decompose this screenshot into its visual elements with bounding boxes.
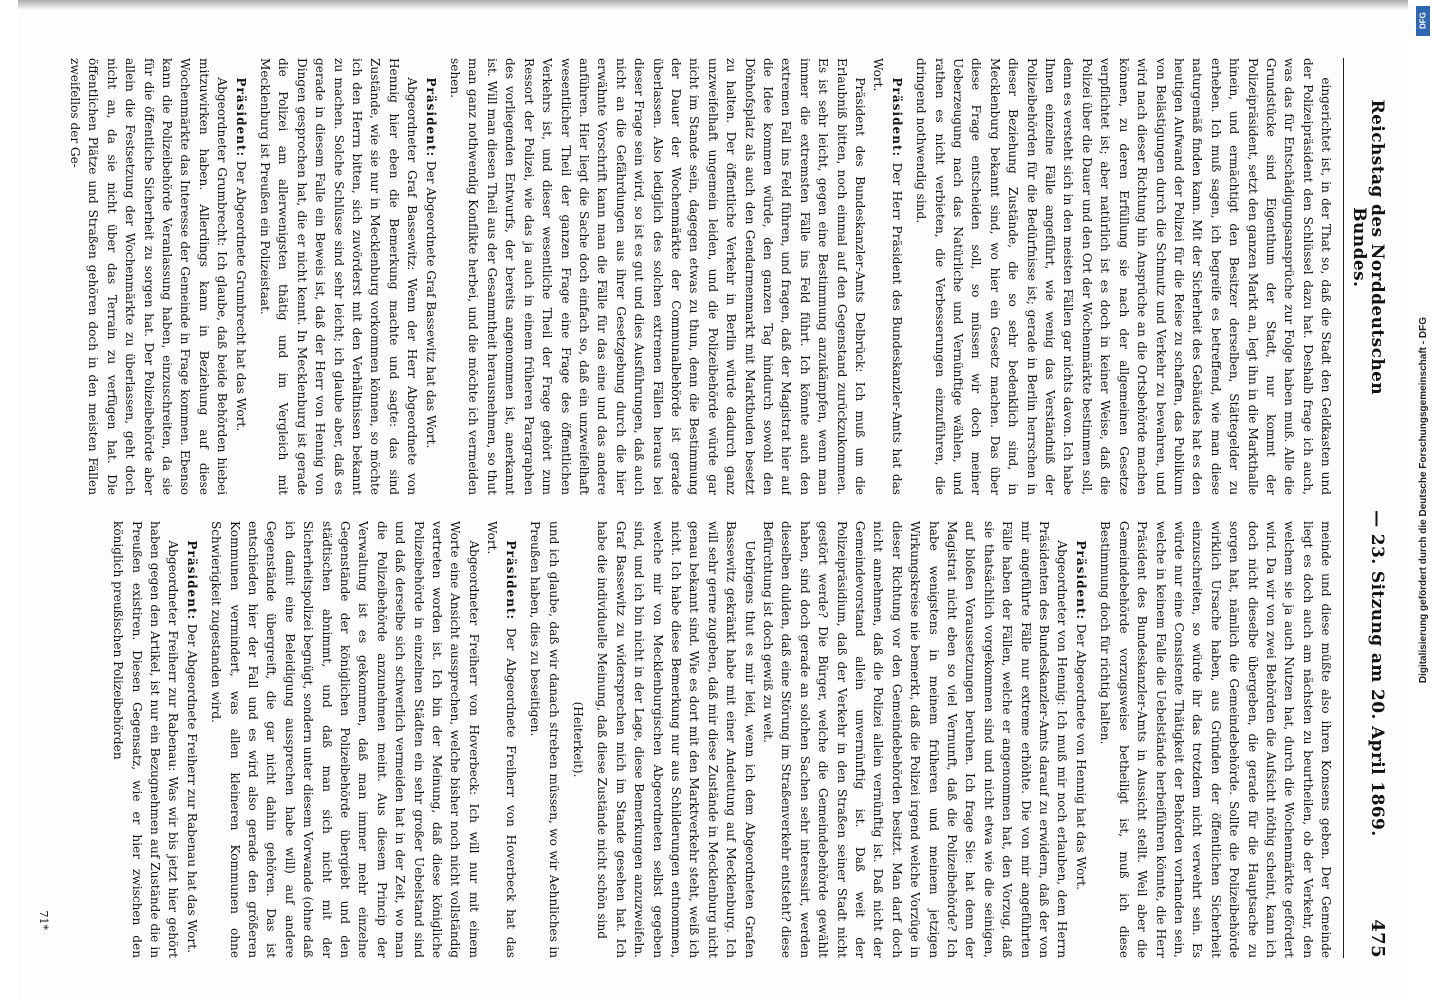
body-paragraph: meinde und diese müßte also ihren Konsens geben. Der Gemeinde liegt es doch auch am nächsten zu beurtheilen, ob der Verkehr, den welchem sie ja auch Nutzen hat, durch die Wochenmärkte gefördert wird. Da wir von zwei Behörden die Aufsicht nöthig scheint, kann ich doch nicht dieselbe übergeben, die gerade für die Hauptsache zu sorgen hat, nämlich die Gemeindebehörde. Sollte die Polizeibehörde wirklich Ursache haben, aus Gründen der öffentlichen Sicherheit einzuschreiten, so würde ihr das trotzdem nicht verwehrt sein. Es würde nur eine Consistente Thätigkeit der Behörden vorhanden sein, welche in keinem Falle die Uebelstände herbeiführen könnte, die Herr Präsident des Bundeskanzler-Amts in Aussicht stellt. Weil aber die Gemeindebehörde vorzugsweise betheiligt ist, muß ich diese Bestimmung doch für richtig halten. [1098, 521, 1334, 958]
body-paragraph: und ich glaube, daß wir danach streben müssen, wo wir Aehnliches in Preußen haben, dies zu beseitigen. [528, 521, 561, 958]
speaker-label: Präsident: [423, 77, 438, 158]
speaker-label: Präsident: [1073, 540, 1088, 621]
scanned-page-viewport [18, 0, 1408, 1000]
speaker-paragraph [182, 521, 200, 958]
speaker-label: Präsident: [233, 77, 248, 158]
page-number: 475 [1367, 919, 1388, 958]
digitization-credit-text: Digitalisierung gefördert durch die Deutsche Forschungsgemeinschaft - DFG [1417, 316, 1429, 684]
speaker-label: Präsident: [889, 77, 904, 158]
speaker-text: Der Abgeordnete Freiherr von Hoverbeck hat das Wort. [485, 521, 518, 958]
speaker-text: Der Herr Präsident des Bundeskanzler-Amts hat das Wort. [871, 58, 904, 495]
body-paragraph: Präsident des Bundeskanzler-Amts Delbrück: Ich muß um die Erlaubniß bitten, noch einmal auf den Gegenstand zurückzukommen. Es ist sehr leicht, gegen eine Bestimmung anzukämpfen, wenn man immer die extremsten Fälle ins Feld führt. Ich könnte auch den extremen Fall ins Feld führen, und fragen, daß der Magistrat hier auf die Idee kommen würde, den ganzen Tag hindurch sowohl den Dönhofsplatz als auch den Gendarmenmarkt mit Marktbuden besetzt zu halten. Der öffentliche Verkehr in Berlin würde dadurch ganz unzweifelhaft ungemein leiden, und die Polizeibehörde würde gar nicht im Stande sein, dagegen etwas zu thun, denn die Bestimmung der Dauer der Wochenmärkte der Communalbehörde ist gerade überlassen. Also lediglich des solchen extremen Fällen heraus bei dieser Frage sein wird, so ist es gut und dies Ausführungen, daß auch nicht an die Gefährdungen aus ihrer Gesetzgebung durch die hier erwähnte Vorschrift kann man die Fälle für das eine und das andere anführen. Hier liegt die Sache doch einfach so, daß ein unzweifelhaft wesentlicher Theil der ganzen Frage eine Frage des öffentlichen Verkehrs ist, und dieser wesentliche Theil der Frage gehört zum Ressort der Polizei, wie das ja auch in einem früheren Paragraphen des vorliegenden Entwurfs, der bereits angenommen ist, anerkannt ist. Will man diesen Theil aus der Gesammtheit herausnehmen, so thut man ganz nothwendig Konflikte herbei, und die möchte ich vermeiden sehen. [448, 58, 868, 495]
digitization-credit [1414, 0, 1432, 1000]
body-paragraph: Abgeordneter von Hennig: Ich muß mir noch erlauben, dem Herrn Präsidenten des Bundeskanzler-Amts darauf zu erwidern, daß der von mir angeführte Fälle nur extreme erhöhte. Die von mir angeführten Fälle haben der Fällen, welche er angenommen hat, den Vorzug, daß sie thatsächlich vorgekommen sind und nicht etwa wie die seinigen, auf bloßen Voraussetzungen beruhen. Ich frage Sie: hat denn der Magistrat nicht eben so viel Vernunft, daß die Polizeibehörde? Ich habe wenigstens in meinem früheren und meinem jetzigen Wirkungskreise nie bemerkt, daß die Polizei irgend welche Vorzüge in dieser Richtung vor den Gemeindebehörden besitzt. Man darf doch nicht annehmen, daß die Polizei allein vernünftig ist. Daß nicht der Gemeindevorstand allein unvernünftig ist. Daß weit der Polizeipräsidium, daß der Verkehr in den Straßen seiner Stadt nicht gestört werde? Die Bürger, welche die Gemeindebehörde gewählt haben, sind doch gerade an solchen Sachen sehr interessirt, werden dieselben dulden, daß eine Störung im Straßenverkehr entsteht? diese Befürchtung ist doch gewiß zu weit. [761, 521, 1070, 958]
right-column [45, 521, 1335, 958]
sheet-signature: 71* [37, 910, 51, 930]
speaker-text: Der Abgeordnete Graf Bassewitz hat das Wort. [423, 157, 438, 449]
body-paragraph: Abgeordneter Grumbrecht: Ich glaube, daß beide Behörden hiebei mitzuwirken haben. Allerdings kann in Beziehung auf diese Wochenmärkte das Interesse der Gemeinde in Frage kommen. Ebenso kann die Polizeibehörde Veranlassung haben, einzuschreiten, da sie für die öffentliche Sicherheit zu sorgen hat. Der Polizeibehörde aber allein die Festsetzung der Wochenmärkte zu überlassen, geht doch nicht an, da sie nicht über das Terrain zu verfügen hat. Die öffentlichen Plätze und Straßen gehören doch in den meisten Fällen zweifellos der Ge- [67, 58, 230, 495]
speaker-paragraph [421, 58, 439, 495]
body-paragraph: Abgeordneter Freiherr von Hoverbeck: Ich will nur mit einem Worte eine Ansicht aussprechen, welche bisher noch nicht vollständig vertreten worden ist. Ich bin der Meinung, daß diese königliche Polizeibehörde in einzelnen Städten ein sehr großer Uebelstand sind und daß derselbe sich schwerlich vermeiden hat in der Zeit, wo man die Polizeibehörde anzunehmen meint. Aus diesem Princip der Verwaltung ist es gekommen, daß man immer mehr einzelne Gegenstände der königlichen Polizeibehörde übergiebt und den städtischen abnimmt, und daß man sich nicht mit der Sicherheitspolizei begnügt, sondern unter diesem Vorwande (ohne daß ich damit eine Beleidigung aussprechen habe will) auf andere Gegenstände übergreift, die gar nicht dahin gehören. Das ist entschieden hier der Fall und es wird also gerade den größeren Kommunen vermindert, was allen kleineren Kommunen ohne Schwierigkeit zugestanden wird. [209, 521, 481, 958]
speaker-paragraph [231, 58, 249, 495]
running-head-right-title: — 23. Sitzung am 20. April 1869. [1367, 510, 1387, 837]
text-columns [45, 58, 1335, 958]
speaker-label: Präsident: [184, 540, 199, 621]
body-paragraph: Uebrigens thut es mir leid, wenn ich dem Abgeordneten Grafen Bassewitz gekränkt habe mit einer Andeutung auf Mecklenburg. Ich will sehr gerne zugeben, daß mir diese Zustände in Mecklenburg nicht genau bekannt sind. Wie es dort mit den Marktverkehr steht, weiß ich nicht. Ich habe diese Bemerkung nur aus Schilderungen entnommen, welche mir von Mecklenburgischen Abgeordneten selbst gegeben sind, und ich bin nicht in der Lage, diese Bemerkungen anzuzweifeln. Graf Bassewitz zu widersprechen mich im Stande gesehen hat. Ich habe die individuelle Meinung, daß diese Zustände nicht schön sind [595, 521, 757, 958]
body-paragraph: Abgeordneter Graf Bassewitz: Wenn der Herr Abgeordnete von Hennig hier eben die Bemerkung machte und sagte: das sind Zustände, wie sie nur in Mecklenburg vorkommen können, so möchte ich den Herrn bitten, sich zuvörderst mit den Verhältnissen bekannt zu machen. Solche Schlüsse sind sehr leicht; ich glaube aber, daß es gerade in diesem Falle ein Beweis ist, daß der Herr von Hennig von Dingen gesprochen hat, die er nicht kennt. In Mecklenburg ist gerade die Polizei am allerwenigsten thätig und im Vergleich mit Mecklenburg ist Preußen ein Polizeistaat. [258, 58, 420, 495]
speaker-paragraph [483, 521, 520, 958]
body-paragraph: Abgeordneter Freiherr zur Rabenau: Was wir bis jetzt hier gehört haben gegen den Artikel, ist nur ein Bezugnehmen auf Zustände die in Preußen existiren. Diesen Gegensatz, wie er hier zwischen den königlich preußischen Polizeibehörden [111, 521, 181, 958]
running-head [1343, 58, 1386, 958]
speaker-text: Der Abgeordnete Freiherr zur Rabenau hat das Wort. [184, 620, 199, 953]
scanned-document-page [18, 0, 1408, 1000]
body-paragraph: eingerichtet ist, in der That so, daß die Stadt den Geldkasten und der Polizeipräsident den Schlüssel dazu hat. Deshalb frage ich auch, was das für Entschädigungsansprüche zur Folge haben muß. Alle die Grundstücke sind Eigenthum der Stadt, nur kommt der Polizeipräsident, setzt den ganzen Markt an, legt ihn in die Markthalle hinein, und ermächtigt den Besitzer derselben, Stättegelder zu erheben. Ich muß sagen, ich begreife es betreffend, wie man diese naturgemäß finden kann. Mit der Sicherheit des Gebäudes hat es den heutigen Aufwand der Polizei für die Reise zu schaffen, das Publikum von Belästigungen durch die Schmutz und Verkehr zu bewahren, und wird nach dieser Richtung hin Ansprüche an die Ortsbehörde machen können, zu deren Erfüllung sie nach der allgemeinen Gesetze verpflichtet ist; aber natürlich ist es doch in keiner Weise, daß die Polizei über die Dauer und den Ort der Wochenmärkte bestimmen soll, denn es versteht sich in den meisten Fällen gar nichts davon. Ich habe Ihnen einzelne Fälle angeführt, wie wenig das Verständniß der Polizeibehörden für die Bedürfnisse ist; gerade in Berlin herrschen in dieser Beziehung Zustände, die so sehr bedenklich sind, in Mecklenburg bekannt sind, wo hier ein Gesetz machen. Das über diese Frage entscheiden soll, so müssen wir doch meiner Ueberzeugung nach das Natürliche und Vernünftige wählen, und rathen es nicht verbieten, die Verbesserungen einzuführen, die dringend nothwendig sind. [914, 58, 1334, 495]
stage-direction: (Heiterkeit). [570, 701, 585, 778]
speaker-paragraph [1072, 521, 1090, 958]
left-column [45, 58, 1335, 495]
speaker-paragraph [869, 58, 906, 495]
running-head-left-title: Reichstag des Norddeutschen Bundes. [1348, 99, 1387, 396]
speaker-label: Präsident: [503, 540, 518, 621]
speaker-text: Der Abgeordnete von Hennig hat das Wort. [1073, 620, 1088, 890]
speaker-text: Der Abgeordnete Grumbrecht hat das Wort. [233, 157, 248, 432]
dfg-logo-icon: DFG [1416, 6, 1430, 36]
